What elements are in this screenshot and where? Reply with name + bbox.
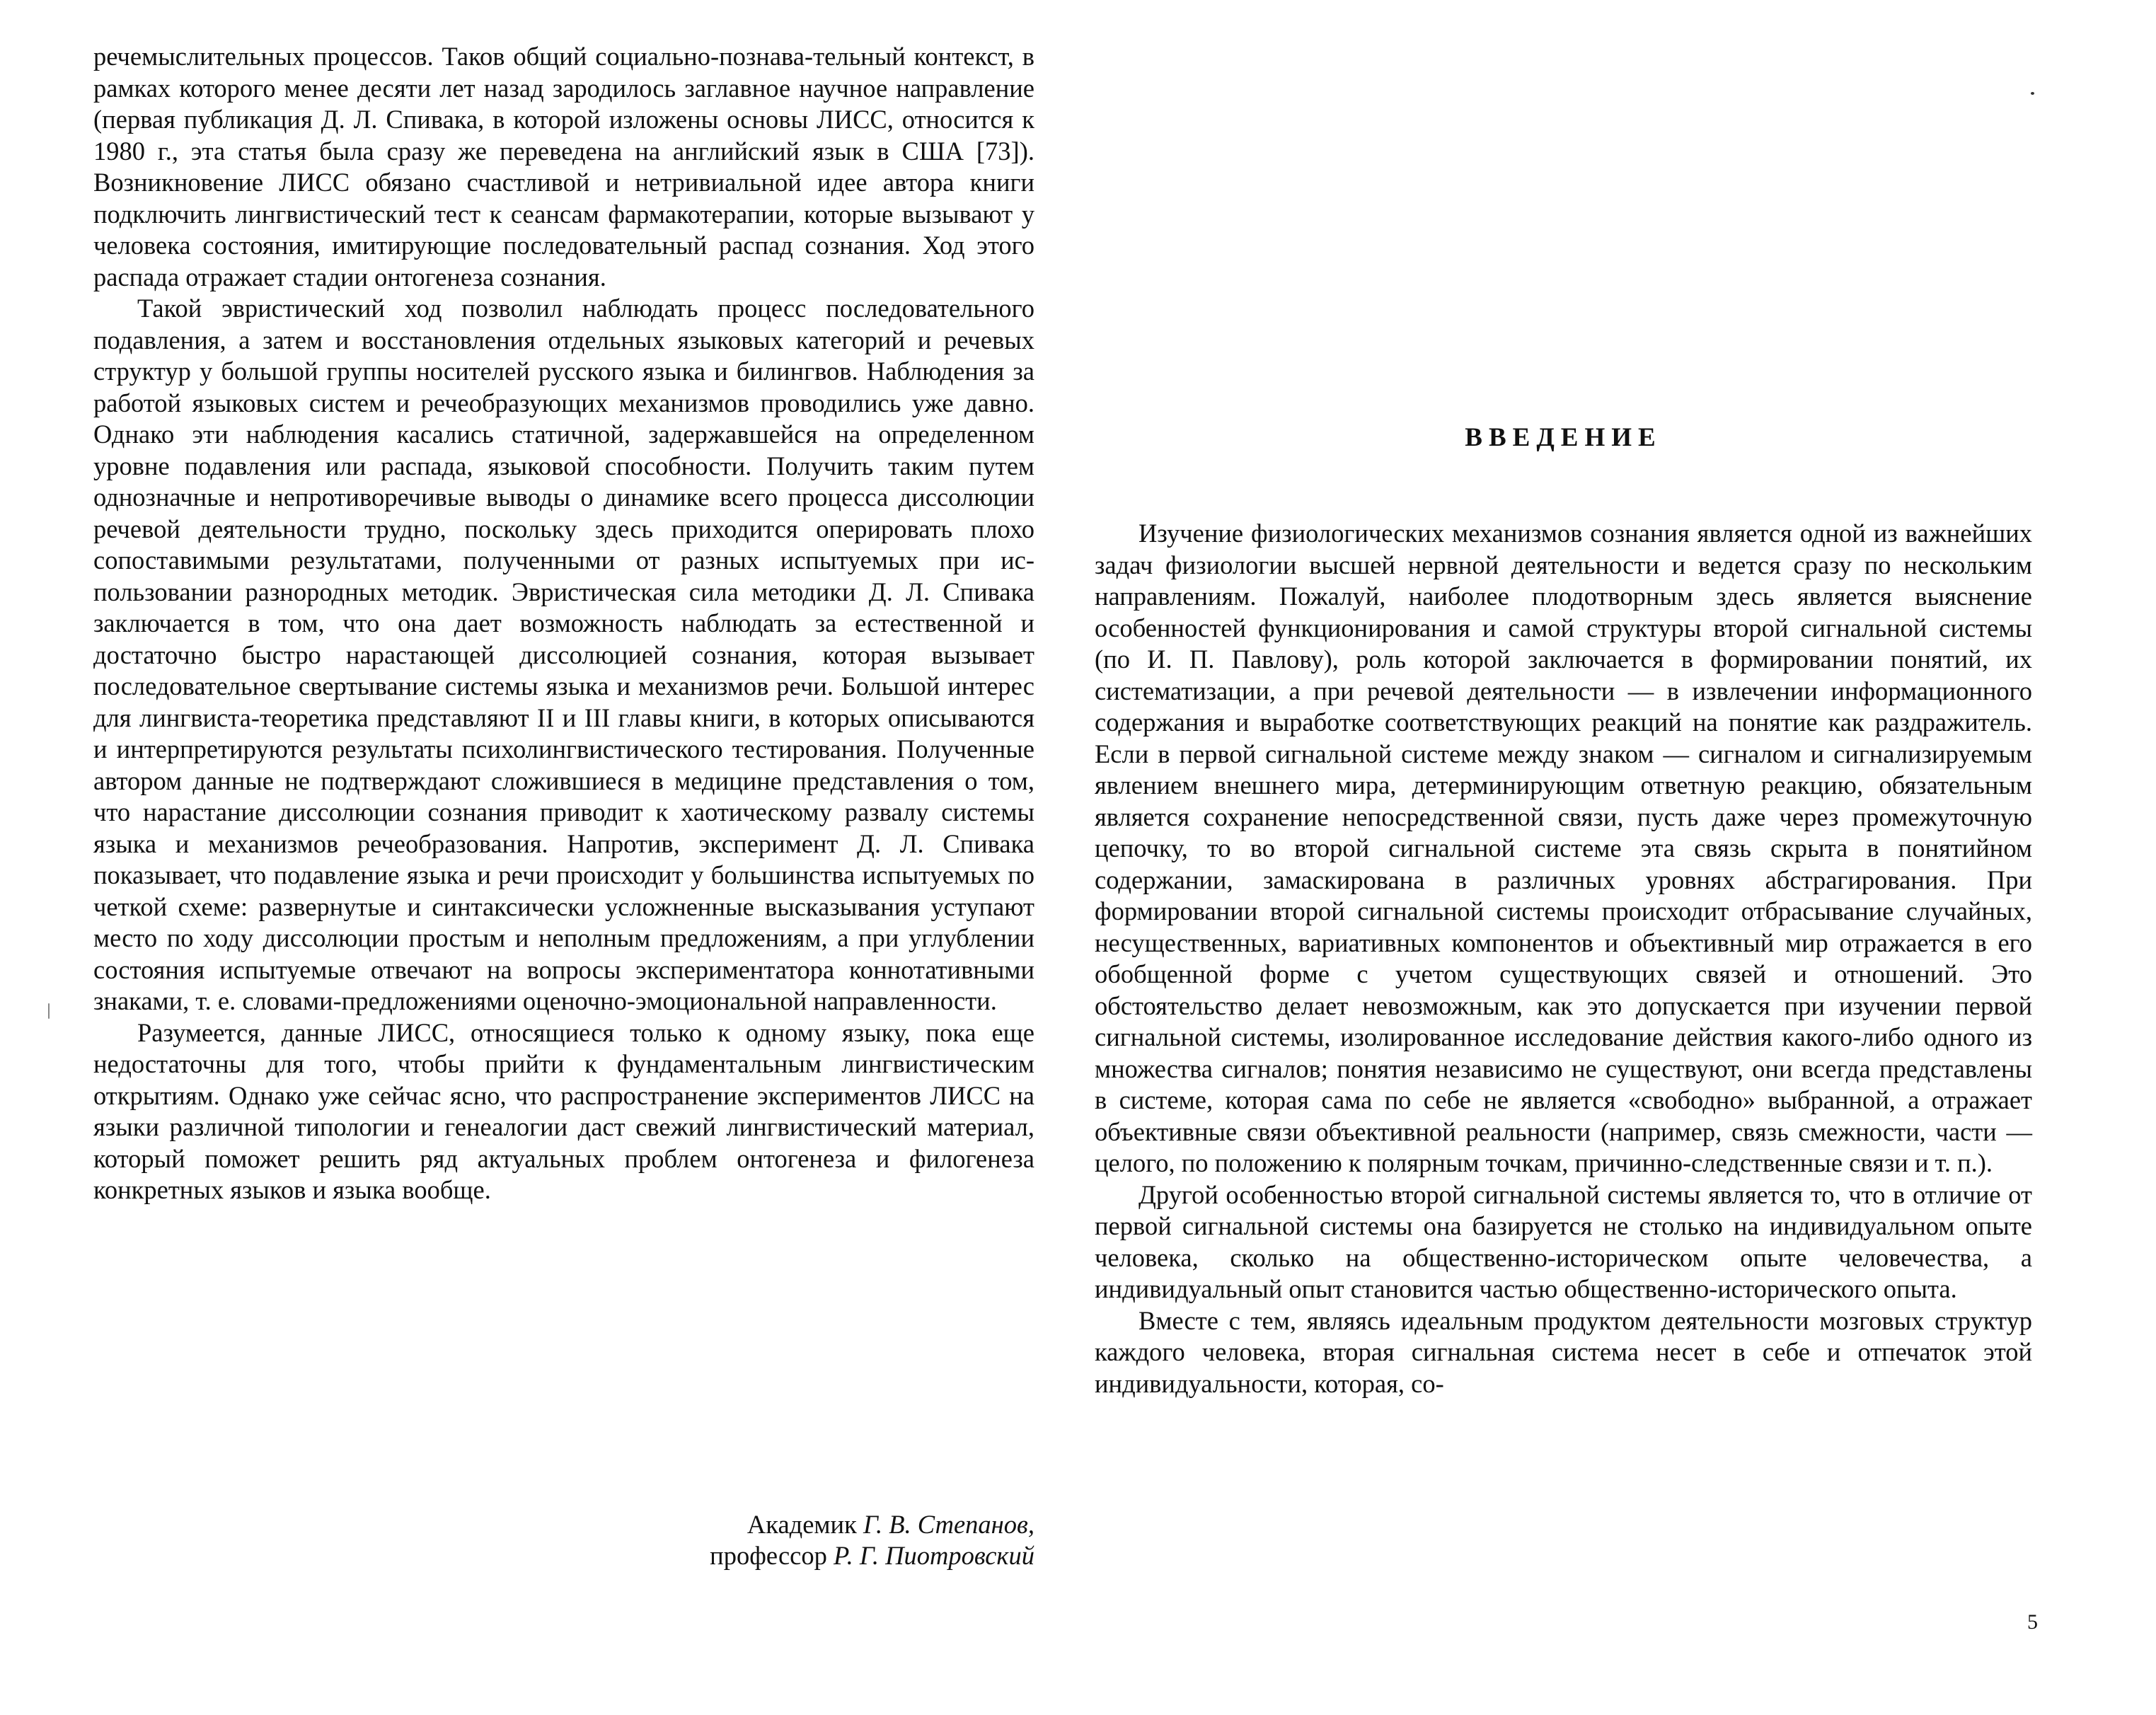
chapter-title: ВВЕДЕНИЕ [1465,423,1662,452]
scan-mark [48,1003,50,1019]
signature-name-1: Г. В. Степанов, [863,1510,1034,1539]
signature-title-2: профессор [710,1541,834,1570]
left-paragraph-3: Разумеется, данные ЛИСС, относящиеся только к одному языку, пока еще недостаточны для того, чтобы прийти к фундаментальным лингвистическим открытиям. Однако уже сейчас ясно, что распространение экспериментов ЛИСС на языки различной типологии и генеалогии даст свежий лингвистический материал, который поможет решить ряд актуальных проблем онтогенеза и филогенеза конкретных языков и языка вообще. [93,1017,1034,1204]
left-paragraph-1: речемыслительных процессов. Таков общий социально-познава-тельный контекст, в рамках которого менее десяти лет назад зародилось заглавное научное направление (первая публикация Д. Л. Спивака, в которой изложены основы ЛИСС, относится к 1980 г., эта статья была сразу же переведена на английский язык в США [73]). Возникновение ЛИСС обязано счастливой и нетривиальной идее автора книги подключить лингвистический тест к сеансам фармакотерапии, которые вызывают у человека состояния, имитирующие последовательный распад сознания. Ход этого распада отражает стадии онтогенеза сознания. [93,42,1034,291]
signature-line-2 [93,1540,1034,1571]
signature-name-2: Р. Г. Пиотровский [833,1541,1034,1570]
right-paragraph-1: Изучение физиологических механизмов сознания является одной из важнейших задач физиологии высшей нервной деятельности и ведется сразу по нескольким направлениям. Пожалуй, наиболее плодотворным здесь является выяснение особенностей функционирования и самой структуры второй сигнальной системы (по И. П. Павлову), роль которой заключается в формировании понятий, их систематизации, а при речевой деятельности — в извлечении информационного содержания и выработке соответствующих реакций на понятие как раздражитель. Если в первой сигнальной системе между знаком — сигналом и сигнализируемым явлением внешнего мира, детерминирующим ответную реакцию, обязательным является сохранение непосредственной связи, пусть даже через промежуточную цепочку, то во второй сигнальной системе эта связь скрыта в понятийном содержании, замаскирована в различных уровнях абстрагирования. При формировании второй сигнальной системы происходит отбрасывание случайных, несущественных, вариативных компонентов и объективный мир отражается в его обобщенной форме с учетом существующих связей и отношений. Это обстоятельство делает невозможным, как это допускается при изучении первой сигнальной системы, изолированное исследование действия какого-либо одного из множества сигналов; понятия независимо не существуют, они всегда представлены в системе, которая сама по себе не является «свободно» выбранной, а отражает объективные связи объективной реальности (например, связь смежности, части — целого, по положению к полярным точкам, причинно-следственные связи и т. п.). [1095,519,2032,1177]
page-number: 5 [2027,1610,2038,1634]
right-text-column [1095,518,2032,1399]
right-paragraph-3: Вместе с тем, являясь идеальным продуктом деятельности мозговых структур каждого человека, вторая сигнальная система несет в себе и отпечаток этой индивидуальности, которая, со- [1095,1305,2032,1398]
left-text-column [93,41,1034,1206]
right-paragraph-2: Другой особенностью второй сигнальной системы является то, что в отличие от первой сигнальной системы она базируется не столько на индивидуальном опыте человека, сколько на общественно-историческом опыте человечества, а индивидуальный опыт становится частью общественно-исторического опыта. [1095,1179,2032,1303]
left-paragraph-2: Такой эвристический ход позволил наблюдать процесс последовательного подавления, а затем и восстановления отдельных языковых категорий и речевых структур у большой группы носителей русского языка и билингвов. Наблюдения за работой языковых систем и речеобразующих механизмов проводились уже давно. Однако эти наблюдения касались статичной, задержавшейся на определенном уровне подавления или распада, языковой способности. Получить таким путем однозначные и непротиворечивые выводы о динамике всего процесса диссолюции речевой деятельности трудно, поскольку здесь приходится оперировать плохо сопоставимыми результатами, полученными от разных испытуемых при использовании разнородных методик. Эвристическая сила методики Д. Л. Спивака заключается в том, что она дает возможность наблюдать за естественной и достаточно быстро нарастающей диссолюцией сознания, которая вызывает последовательное свертывание системы языка и механизмов речи. Большой интерес для лингвиста-теоретика представляют II и III главы книги, в которых описываются и интерпретируются результаты психолингвистического тестирования. Полученные автором данные не подтверждают сложившиеся в медицине представления о том, что нарастание диссолюции сознания приводит к хаотическому развалу системы языка и механизмов речеобразования. Напротив, эксперимент Д. Л. Спивака показывает, что подавление языка и речи происходит у большинства испытуемых по четкой схеме: развернутые и синтаксически усложненные высказывания уступают место по ходу диссолюции простым и неполным предложениям, а при углублении состояния испытуемые отвечают на вопросы экспериментатора коннотативными знаками, т. е. словами-предложениями оценочно-эмоциональной направленности. [93,294,1034,1015]
signature-line-1 [93,1509,1034,1540]
signature-title-1: Академик [746,1510,863,1539]
scan-speck [2031,92,2034,95]
signature-block [93,1509,1034,1571]
